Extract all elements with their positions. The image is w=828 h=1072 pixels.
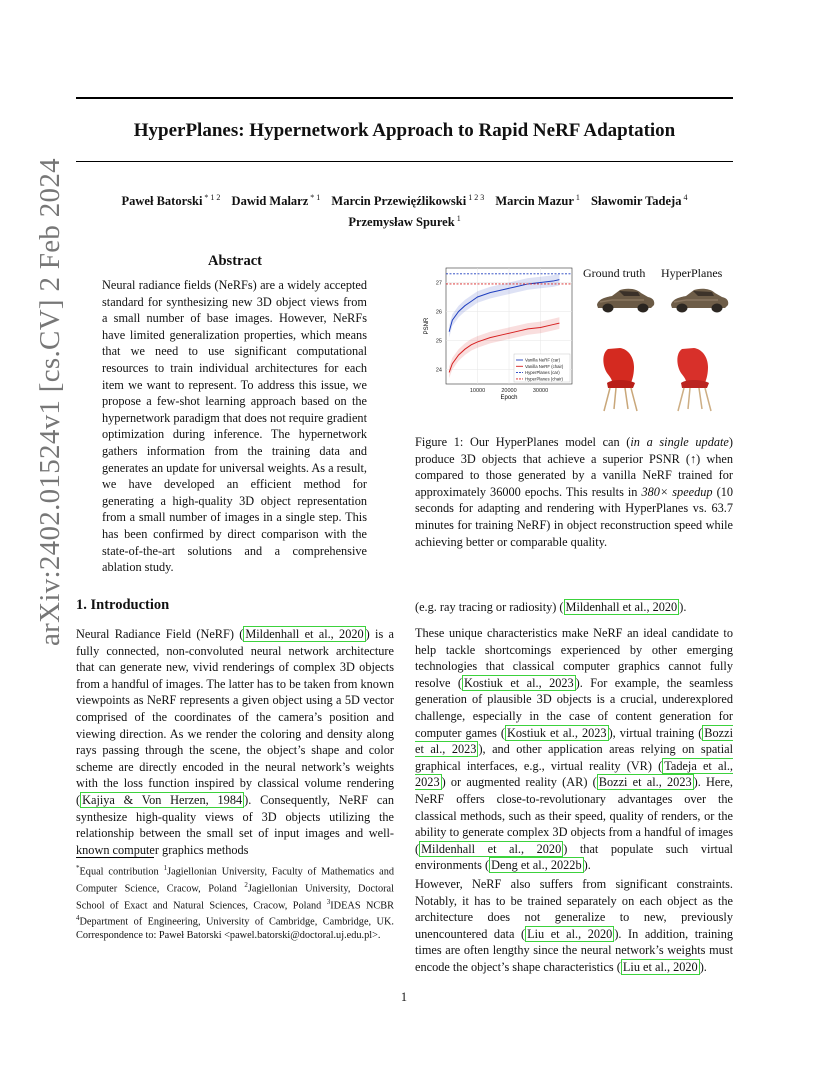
author-name: Marcin Przewięźlikowski $^{1 2 3}$	[331, 193, 485, 209]
psnr-chart	[418, 262, 578, 412]
affiliation-text: Department of Engineering, University of Cambridge, Cambridge, UK. Correspondence to: Paweł Batorski <pawel.batorski@doctoral.uj.edu.pl>.	[76, 916, 394, 942]
figure-caption	[415, 434, 733, 550]
y-tick-label: 25	[435, 338, 442, 345]
legend-entry: Vanilla NeRF (car)	[525, 357, 561, 363]
author-name: Marcin Mazur $^1$	[495, 193, 580, 209]
author-affiliation-mark: 1	[454, 214, 461, 224]
caption-emphasis: in a single update	[630, 435, 729, 449]
paragraph-text: ). For example, the seamless generation of plausible 3D objects is a crucial, underexplored challenge, especially in the case of content generation for computer games (	[415, 675, 733, 740]
x-tick-label: 10000	[469, 388, 486, 394]
citation-link[interactable]: Kostiuk et al., 2023	[464, 675, 574, 690]
footnote-rule	[76, 857, 154, 858]
paragraph-text: These unique characteristics make NeRF an ideal candidate to help tackle shortcomings experienced by other emerging technologies that classical computer graphics cannot fully resolve (	[415, 626, 733, 690]
affiliation-number: 1	[163, 864, 168, 872]
top-rule	[76, 97, 733, 99]
paragraph-text: ). Here, NeRF offers close-to-revolutionary advantages over the classical methods, such as their speed, quality of renders, or the ability to generate complex 3D objects from a handful of images (	[415, 775, 733, 856]
affiliation-text: IDEAS NCBR	[330, 900, 394, 912]
legend-entry: Vanilla NeRF (chair)	[525, 363, 564, 369]
y-tick-label: 24	[435, 367, 442, 374]
affiliation-number: 4	[76, 914, 80, 923]
paragraph-text: (e.g. ray tracing or radiosity) (	[415, 600, 564, 614]
citation-link[interactable]: Bozzi et al., 2023	[415, 725, 733, 757]
paragraph-text: Neural Radiance Field (NeRF) (	[76, 627, 244, 641]
x-tick-label: 30000	[532, 388, 549, 394]
y-axis-label: PSNR	[424, 317, 430, 335]
author-affiliation-mark: 4	[681, 193, 688, 202]
affiliation-number: 2	[244, 880, 248, 889]
abstract-heading: Abstract	[208, 253, 262, 269]
paragraph-text: ), virtual training (	[608, 725, 703, 740]
y-tick-label: 26	[435, 309, 442, 316]
arxiv-stamp: arXiv:2402.01524v1 [cs.CV] 2 Feb 2024	[34, 158, 66, 646]
intro-right-continuation	[415, 599, 733, 616]
page-number: 1	[400, 990, 408, 1004]
car-hyperplanes-image	[668, 285, 730, 315]
paragraph-text: ) that populate such virtual environments (	[415, 841, 733, 873]
author-affiliation-mark: * 1 2	[202, 193, 221, 202]
intro-right-paragraph-3	[415, 876, 733, 976]
introduction-heading: 1. Introduction	[76, 597, 170, 613]
paragraph-text: ).	[583, 858, 591, 873]
author-name: Paweł Batorski $^{* 1 2}$	[121, 193, 221, 209]
affiliation-text: Equal contribution	[79, 866, 164, 878]
paper-title: HyperPlanes: Hypernetwork Approach to Rapid NeRF Adaptation	[133, 120, 676, 141]
chair-ground-truth-image	[598, 345, 642, 413]
affiliation-text: Jagiellonian University, Doctoral School of Exact and Natural Sciences, Cracow, Poland	[76, 883, 394, 912]
affiliation-text: Jagiellonian University, Faculty of Mathematics and Computer Science, Cracow, Poland	[76, 866, 395, 895]
citation-link[interactable]: Liu et al., 2020	[622, 959, 698, 974]
author-name: Sławomir Tadeja $^4$	[591, 193, 688, 209]
affiliation-number: *	[76, 864, 80, 872]
y-tick-label: 27	[435, 280, 442, 287]
x-tick-label: 20000	[501, 388, 517, 394]
author-affiliation-mark: * 1	[308, 193, 321, 202]
citation-link[interactable]: Mildenhall et al., 2020	[421, 841, 562, 856]
legend-entry: HyperPlanes (car)	[525, 370, 560, 376]
author-affiliation-mark: 1 2 3	[466, 193, 485, 202]
chair-hyperplanes-image	[672, 345, 716, 413]
paragraph-text: ) is a fully connected, non-convoluted neural network architecture that can generate new, vivid renderings of complex 3D objects from a handful of images. The latter has to be taken from known viewpoints as NeRF represents a given object using a 5D vector comprised of the coordinates of the camera’s position and viewing direction. As we render the coloring and density along rays passing through the scene, the object’s shape and color scheme are directly encoded in the neural network’s weights with the loss function inspired by classical volume rendering (	[76, 627, 394, 807]
citation-link[interactable]: Bozzi et al., 2023	[598, 775, 692, 790]
caption-speedup: 380× speedup	[641, 484, 713, 499]
paragraph-text: ), and other application areas relying on spatial graphical interfaces, e.g., virtual reality (VR) (	[415, 742, 734, 773]
paragraph-text: However, NeRF also suffers from significant constraints. Notably, it has to be trained separately on each object as the architecture does not generalize to new, previously unencountered data (	[415, 877, 733, 941]
intro-right-paragraph-2	[415, 625, 733, 874]
paragraph-text: ).	[699, 959, 707, 974]
author-list	[76, 189, 733, 231]
legend-entry: HyperPlanes (chair)	[525, 376, 563, 382]
author-name: Przemysław Spurek $^1$	[348, 214, 461, 230]
paragraph-text: ). In addition, training times are often lengthy since the neural network’s weights must encode the object’s shape characteristics (	[415, 926, 734, 974]
title-rule	[76, 161, 733, 162]
caption-part-3: (10 seconds for adapting and rendering with HyperPlanes vs. 63.7 minutes for training NeRF) in object reconstruction speed while achieving better or comparable quality.	[415, 484, 734, 549]
citation-link[interactable]: Mildenhall et al., 2020	[245, 627, 364, 641]
author-affiliation-mark: 1	[573, 193, 580, 202]
caption-part-2: ) produce 3D objects that achieve a superior PSNR (↑) when compared to those generated by a vanilla NeRF trained for approximately 36000 epochs. This results in	[415, 435, 733, 499]
affiliation-number: 3	[326, 897, 331, 906]
author-name: Dawid Malarz $^{* 1}$	[231, 193, 321, 209]
paragraph-text: ).	[679, 600, 687, 614]
citation-link[interactable]: Kostiuk et al., 2023	[507, 725, 607, 740]
intro-left-paragraph	[76, 626, 394, 858]
abstract-body: Neural radiance fields (NeRFs) are a widely accepted standard for synthesizing new 3D object views from a small number of base images. However, NeRFs have limited generalization properties, which means that we need to use significant computational resources to train individual architectures for each item we want to represent. To address this issue, we propose a few-shot learning approach based on the hypernetwork paradigm that does not require gradient optimization during inference. The hypernetwork gathers information from the training data and generates an update for universal weights. As a result, we have developed an efficient method for generating a high-quality 3D object representation from a small number of images in a single step. This has been confirmed by direct comparison with the state-of-the-art solutions and a comprehensive ablation study.	[102, 278, 367, 575]
hyperplanes-label: HyperPlanes	[661, 266, 723, 280]
paragraph-text: ). Consequently, NeRF can synthesize high-quality views of 3D objects utilizing the relationship between the small set of input images and well-known computer graphics methods	[76, 792, 394, 857]
affiliations-footnote	[76, 862, 394, 943]
citation-link[interactable]: Tadeja et al., 2023	[415, 758, 734, 790]
paragraph-text: ) or augmented reality (AR) (	[441, 775, 597, 790]
citation-link[interactable]: Liu et al., 2020	[527, 926, 613, 941]
citation-link[interactable]: Mildenhall et al., 2020	[565, 600, 678, 614]
citation-link[interactable]: Kajiya & Von Herzen, 1984	[82, 792, 243, 807]
caption-part-1: Figure 1: Our HyperPlanes model can (	[415, 435, 631, 449]
car-ground-truth-image	[594, 285, 656, 315]
x-axis-label: Epoch	[500, 395, 518, 401]
ground-truth-label: Ground truth	[583, 266, 646, 280]
citation-link[interactable]: Deng et al., 2022b	[491, 858, 582, 873]
